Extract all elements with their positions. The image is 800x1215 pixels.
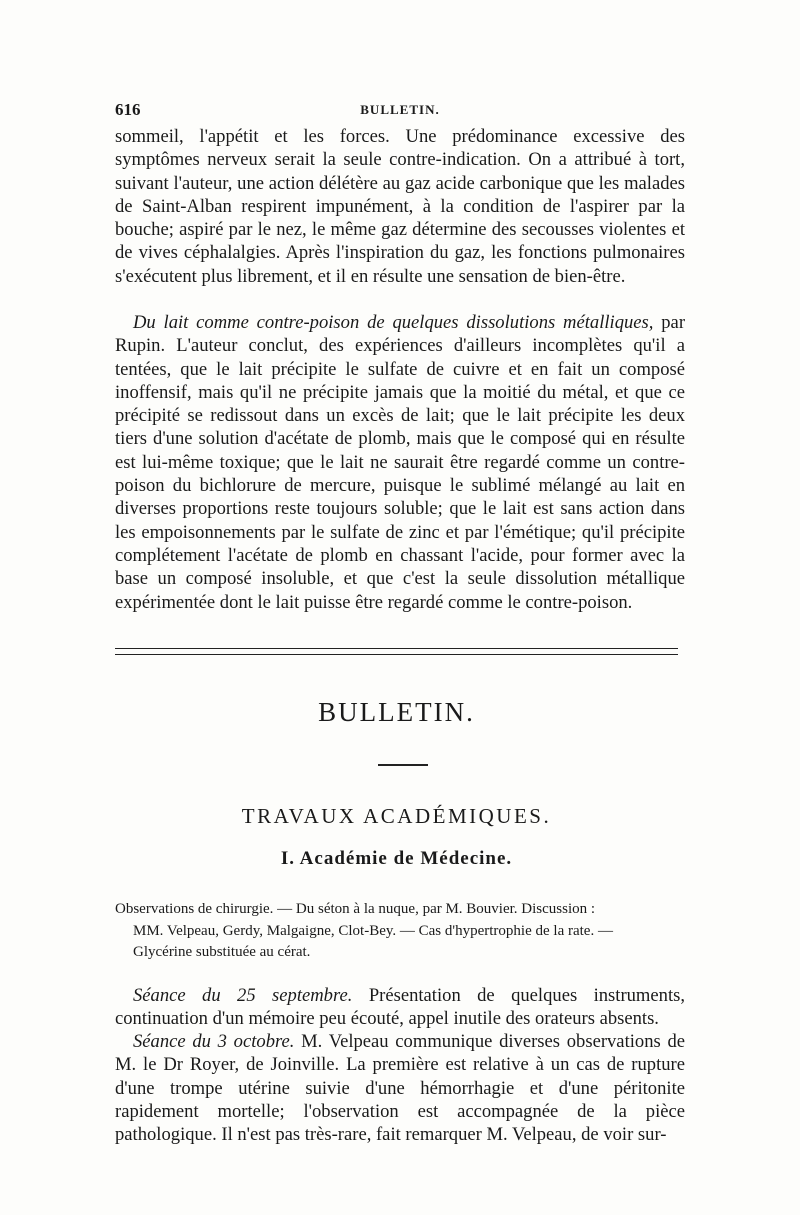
seance-25-septembre	[115, 984, 685, 1031]
subsection-title: TRAVAUX ACADÉMIQUES.	[241, 804, 552, 828]
page-number: 616	[115, 100, 141, 119]
running-title: BULLETIN.	[360, 102, 440, 117]
academy-title: I. Académie de Médecine.	[280, 848, 513, 869]
section-divider	[115, 648, 678, 655]
summary-line: MM. Velpeau, Gerdy, Malgaigne, Clot-Bey. — Cas d'hypertrophie de la rate. —	[133, 922, 613, 939]
seance-date: Séance du 3 octobre.	[133, 1031, 295, 1052]
paragraph-lait-contre-poison	[115, 311, 685, 614]
seance-body: M. Velpeau communique diverses observations de M. le Dr Royer, de Joinville. La première est relative à un cas de rupture d'une trompe utérine suivie d'une hémorrhagie et d'une péritonite rapidement mortelle; l'observation est accompagnée de la pièce pathologique. Il n'est pas très-rare, fait remarquer M. Velpeau, de voir sur-	[115, 1031, 685, 1146]
article-title: Du lait comme contre-poison de quelques dissolutions métalliques,	[133, 312, 654, 333]
paragraph-sommeil: sommeil, l'appétit et les forces. Une prédominance excessive des symptômes nerveux serait la seule contre-indication. On a attribué à tort, suivant l'auteur, une action délétère au gaz acide carbonique que les malades de Saint-Alban respirent impunément, à la condition de l'aspirer par la bouche; aspiré par le nez, le même gaz détermine des secousses violentes et de vives céphalalgies. Après l'inspiration du gaz, les fonctions pulmonaires s'exécutent plus librement, et il en résulte une sensation de bien-être.	[115, 126, 685, 287]
session-summary	[115, 899, 685, 964]
summary-line: Glycérine substituée au cérat.	[133, 944, 311, 960]
article-body: par Rupin. L'auteur conclut, des expériences d'ailleurs incomplètes qu'il a tentées, que le lait précipite le sulfate de cuivre et en fait un composé inoffensif, mais qu'il ne précipite jamais que la moitié du métal, et que ce précipité se redissout dans un excès de lait; que le lait précipite les deux tiers d'une solution d'acétate de plomb, mais que le composé qui en résulte est lui-même toxique; que le lait ne saurait être regardé comme un contre-poison du bichlorure de mercure, puisque le sublimé mélangé au lait en diverses proportions reste toujours soluble; que le lait est sans action dans les empoisonnements par le sulfate de zinc et par l'émétique; qu'il précipite complétement l'acétate de plomb en chassant l'acide, pour former avec la base un composé insoluble, et que c'est la seule dissolution métallique expérimentée dont le lait puisse être regardé comme le contre-poison.	[115, 312, 686, 613]
seance-date: Séance du 25 septembre.	[133, 985, 353, 1006]
title-rule	[378, 764, 428, 766]
summary-line: Observations de chirurgie. — Du séton à la nuque, par M. Bouvier. Discussion :	[115, 901, 596, 917]
seance-body: Présentation de quelques instruments, continuation d'un mémoire peu écouté, appel inutile des orateurs absents.	[115, 985, 685, 1030]
running-head	[115, 100, 685, 120]
seance-3-octobre	[115, 1030, 685, 1146]
section-title: BULLETIN.	[318, 697, 475, 727]
